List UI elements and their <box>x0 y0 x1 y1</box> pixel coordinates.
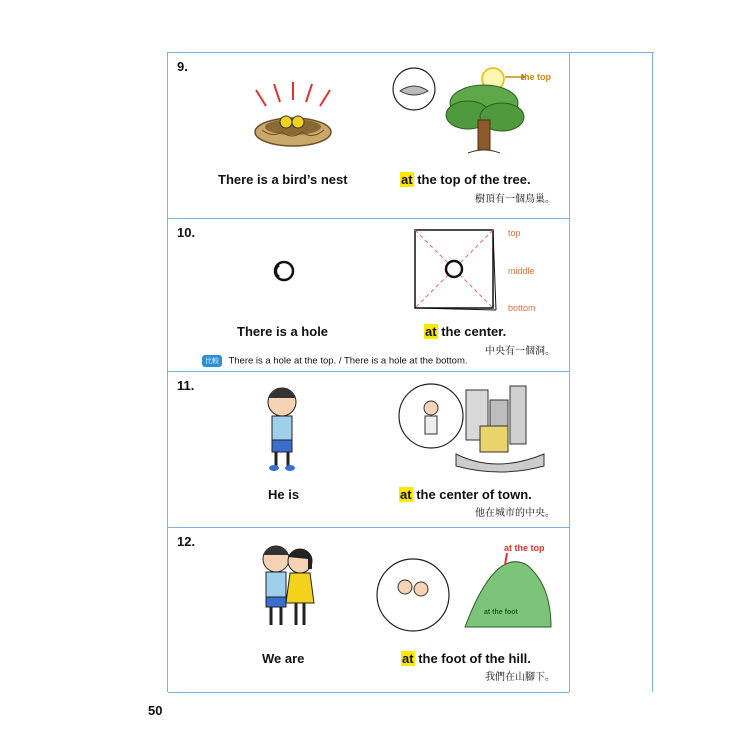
section-12 <box>168 527 569 693</box>
bird-nest-illustration <box>248 82 338 157</box>
label-top: top <box>508 228 521 238</box>
preposition-highlight: at <box>402 651 414 666</box>
page-number: 50 <box>148 703 163 718</box>
phrase-text: the top of the tree. <box>417 172 531 187</box>
section-10 <box>168 218 569 372</box>
sentence-subject: We are <box>262 651 305 666</box>
hill-illustration <box>375 545 555 645</box>
compare-text: There is a hole at the top. / There is a hole at the bottom. <box>228 355 468 367</box>
compare-note <box>202 355 468 367</box>
sentence-phrase <box>424 324 506 339</box>
label-bottom: bottom <box>508 303 536 313</box>
hole-illustration <box>273 260 295 282</box>
item-number: 12. <box>177 534 196 549</box>
item-number: 10. <box>177 225 196 240</box>
preposition-highlight: at <box>400 487 412 502</box>
item-number: 11. <box>177 378 195 393</box>
chinese-translation: 他在城市的中央。 <box>475 508 555 519</box>
section-11 <box>168 371 569 528</box>
chinese-translation: 中央有一個洞。 <box>485 346 555 357</box>
label-at-the-top: at the top <box>504 543 545 553</box>
sentence-phrase <box>400 172 531 187</box>
town-illustration <box>396 376 546 476</box>
phrase-text: the foot of the hill. <box>418 651 531 666</box>
sentence-phrase <box>401 651 531 666</box>
sentence-subject: There is a hole <box>237 324 329 339</box>
item-number: 9. <box>177 59 188 74</box>
right-column-divider <box>569 52 570 692</box>
chinese-translation: 樹頂有一個鳥巢。 <box>475 194 555 205</box>
label-the-top: the top <box>521 72 551 82</box>
children-illustration <box>256 541 318 631</box>
sentence-subject: He is <box>268 487 300 502</box>
preposition-highlight: at <box>401 172 413 187</box>
square-with-hole-illustration <box>413 228 498 314</box>
phrase-text: the center of town. <box>416 487 532 502</box>
sentence-phrase <box>399 487 532 502</box>
phrase-text: the center. <box>441 324 507 339</box>
boy-illustration <box>262 384 302 472</box>
compare-badge: 比較 <box>202 355 222 367</box>
chinese-translation: 我們在山腳下。 <box>485 672 555 683</box>
preposition-highlight: at <box>425 324 437 339</box>
label-middle: middle <box>508 266 535 276</box>
sentence-subject: There is a bird’s nest <box>218 172 348 187</box>
label-at-the-foot: at the foot <box>484 609 518 616</box>
section-9 <box>168 52 569 219</box>
